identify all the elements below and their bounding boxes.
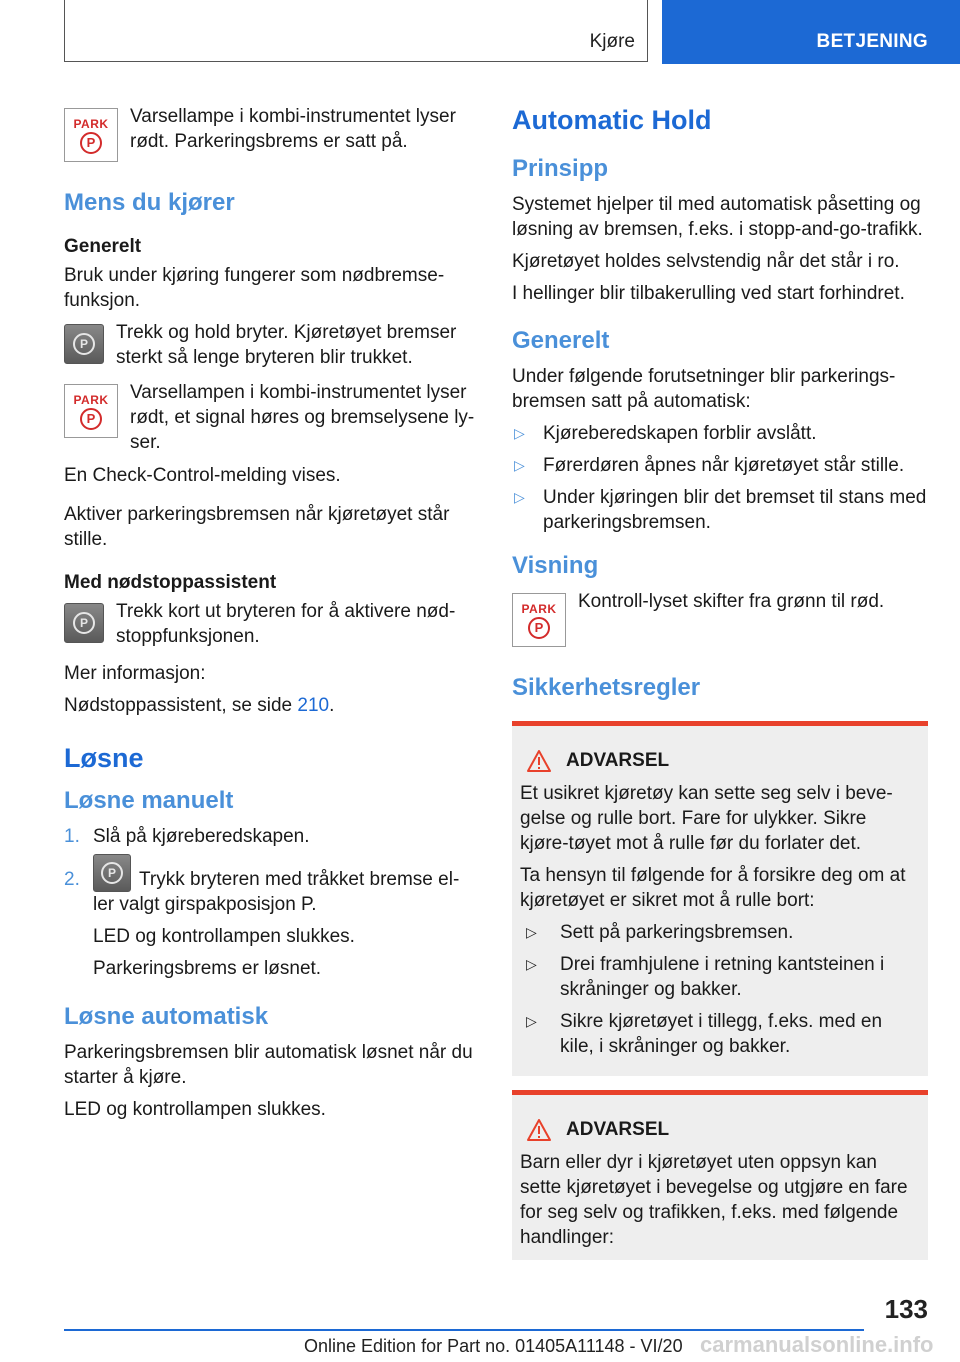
released-text: Parkeringsbrems er løsnet.	[93, 958, 322, 979]
triangle-bullet-icon: ▷	[514, 457, 525, 473]
heading-principle: Prinsipp	[512, 155, 609, 182]
more-info-label: Mer informasjon:	[64, 663, 206, 684]
display-row	[512, 589, 928, 647]
page-number: 133	[884, 1294, 928, 1324]
warning-lamp-row	[64, 380, 476, 455]
intro-row	[64, 104, 476, 162]
parking-brake-button-icon: P	[64, 324, 104, 364]
list-item: ▷ Sett på parkeringsbremsen.	[520, 920, 920, 945]
pull-hold-text: Trekk og hold bryter. Kjøretøyet bremser sterkt så lenge bryteren blir trukket.	[116, 322, 457, 368]
warning-text-2: Ta hensyn til følgende for å forsikre deg om at kjøretøyet er sikret mot å rulle bort:	[520, 865, 906, 911]
emergency-text: Trekk kort ut bryteren for å aktivere nød-stoppfunksjonen.	[116, 601, 456, 647]
list-item: ▷ Sikre kjøretøyet i tillegg, f.eks. med en kile, i skråninger og bakker.	[520, 1009, 920, 1059]
list-item: 1. Slå på kjøreberedskapen.	[64, 826, 310, 847]
chapter-title: Kjøre	[589, 31, 635, 52]
emergency-row	[64, 599, 476, 649]
heading-emergency: Med nødstoppassistent	[64, 572, 277, 593]
pull-hold-row	[64, 320, 476, 370]
list-item: ▷ Under kjøringen blir det bremset til stans med parkeringsbremsen.	[514, 487, 927, 533]
right-column	[512, 104, 928, 1260]
warning-box-1	[512, 721, 928, 1076]
warning-triangle-icon	[526, 749, 552, 773]
heading-safety: Sikkerhetsregler	[512, 674, 701, 701]
left-column	[64, 104, 476, 1129]
activate-text: Aktiver parkeringsbremsen når kjøretøyet står stille.	[64, 504, 450, 550]
general-right-text: Under følgende forutsetninger blir parkerings-bremsen satt på automatisk:	[512, 366, 896, 412]
triangle-bullet-icon: ▷	[514, 489, 525, 505]
principle-1: Systemet hjelper til med automatisk påsetting og løsning av bremsen, f.eks. i stopp-and-go-trafikk.	[512, 194, 923, 240]
warning-text: Et usikret kjøretøy kan sette seg selv i beve-gelse og rulle bort. Fare for ulykker. Sikre kjøre-tøyet mot å rulle før du forlater det.	[520, 783, 893, 854]
list-item: ▷ Kjøreberedskapen forblir avslått.	[514, 423, 817, 444]
park-indicator-icon: PARK P	[512, 593, 566, 647]
parking-brake-button-icon: P	[93, 854, 131, 892]
page-link[interactable]: 210	[297, 695, 330, 716]
footer-watermark: carmanualsonline.info	[700, 1332, 934, 1357]
footer-divider	[64, 1329, 864, 1331]
header-section-tab[interactable]	[662, 0, 960, 64]
warning-box-2	[512, 1090, 928, 1260]
triangle-bullet-icon: ▷	[514, 425, 525, 441]
heading-display: Visning	[512, 552, 599, 579]
list-item: ▷ Førerdøren åpnes når kjøretøyet står stille.	[514, 455, 905, 476]
warning-list	[520, 920, 920, 1059]
principle-3: I hellinger blir tilbakerulling ved start forhindret.	[512, 283, 905, 304]
triangle-bullet-icon: ▷	[526, 956, 537, 972]
heading-general: Generelt	[64, 236, 142, 257]
auto-led-text: LED og kontrollampen slukkes.	[64, 1099, 326, 1120]
led-off-text: LED og kontrollampen slukkes.	[93, 926, 355, 947]
footer-edition: Online Edition for Part no. 01405A11148 - VI/20	[304, 1336, 683, 1356]
list-item: 2. P Trykk bryteren med tråkket bremse el-ler valgt girspakposisjon P. LED og kontrollampen slukkes. Parkeringsbrems er løsnet.	[64, 867, 476, 988]
principle-2: Kjøretøyet holdes selvstendig når det står i ro.	[512, 251, 900, 272]
warning-lamp-text: Varsellampen i kombi-instrumentet lyser rødt, et signal høres og bremselysene ly-ser.	[130, 382, 475, 453]
section-title: BETJENING	[816, 31, 928, 52]
general-paragraph: Bruk under kjøring fungerer som nødbremse-funksjon.	[64, 265, 445, 311]
check-control-text: En Check-Control-melding vises.	[64, 465, 341, 486]
heading-release: Løsne	[64, 743, 144, 773]
heading-general-right: Generelt	[512, 327, 610, 354]
conditions-list	[512, 421, 928, 535]
warning-text: Barn eller dyr i kjøretøyet uten oppsyn kan sette kjøretøyet i bevegelse og utgjøre en fare for seg selv og trafikken, f.eks. med følgende handlinger:	[520, 1152, 908, 1248]
auto-release-text: Parkeringsbremsen blir automatisk løsnet når du starter å kjøre.	[64, 1042, 473, 1088]
intro-text: Varsellampe i kombi-instrumentet lyser rødt. Parkeringsbrems er satt på.	[130, 106, 456, 152]
heading-manual-release: Løsne manuelt	[64, 787, 234, 814]
header-left-frame	[64, 0, 648, 62]
heading-automatic-hold: Automatic Hold	[512, 105, 712, 135]
park-warning-lamp-icon: PARK P	[64, 108, 118, 162]
triangle-bullet-icon: ▷	[526, 924, 537, 940]
warning-triangle-icon	[526, 1118, 552, 1142]
manual-steps	[64, 824, 476, 988]
display-text: Kontroll-lyset skifter fra grønn til rød.	[578, 591, 885, 612]
warning-title: ADVARSEL	[520, 748, 920, 773]
triangle-bullet-icon: ▷	[526, 1013, 537, 1029]
park-warning-lamp-icon: PARK P	[64, 384, 118, 438]
heading-driving: Mens du kjører	[64, 189, 235, 216]
reference-line: Nødstoppassistent, se side 210.	[64, 695, 335, 716]
list-item: ▷ Drei framhjulene i retning kantsteinen i skråninger og bakker.	[520, 952, 920, 1002]
heading-auto-release: Løsne automatisk	[64, 1003, 269, 1030]
parking-brake-button-icon: P	[64, 603, 104, 643]
warning-title: ADVARSEL	[520, 1117, 920, 1142]
